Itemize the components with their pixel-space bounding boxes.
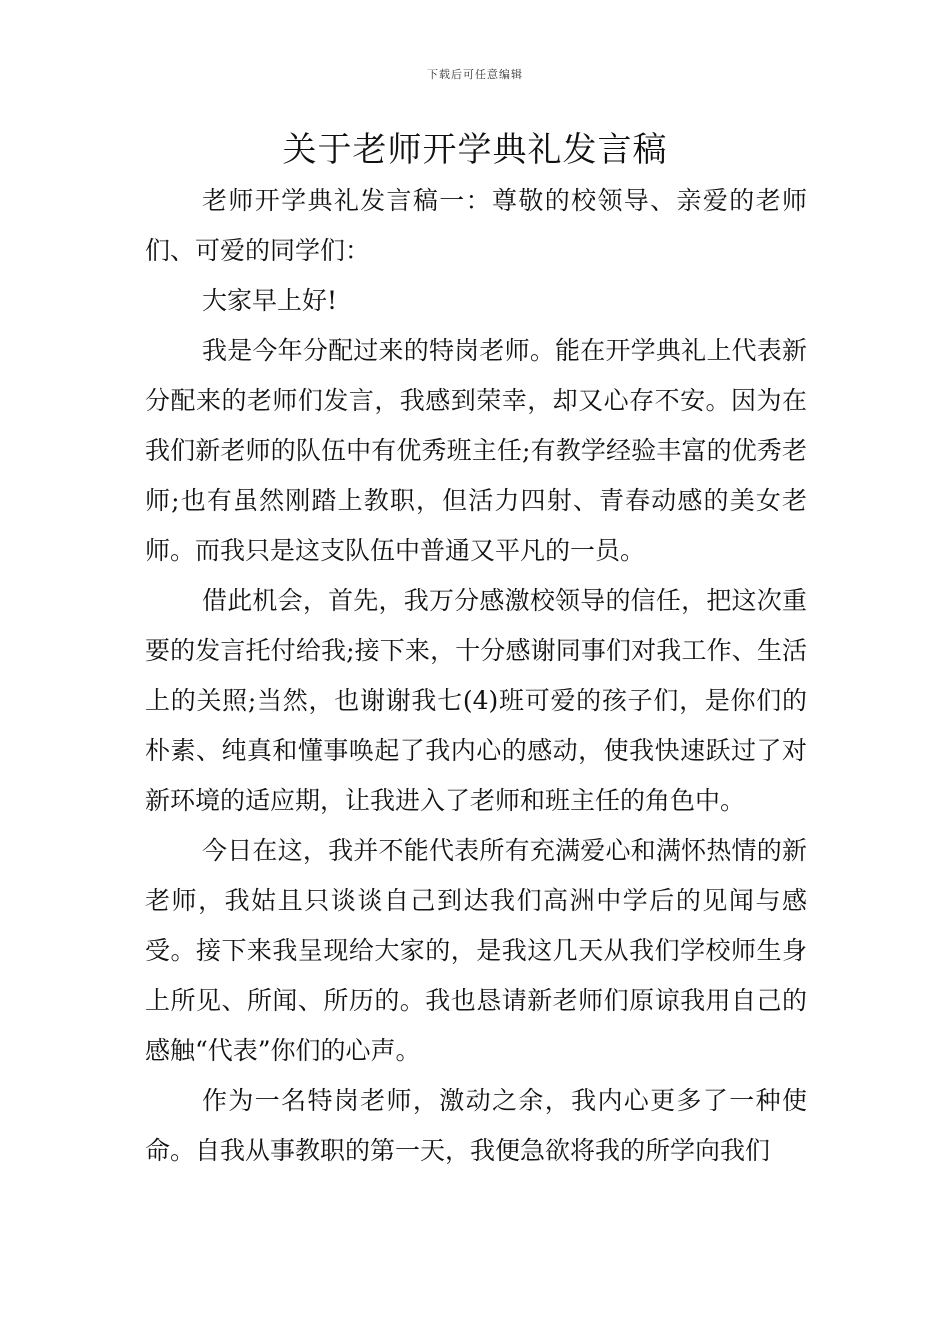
paragraph: 今日在这，我并不能代表所有充满爱心和满怀热情的新老师，我姑且只谈谈自己到达我们高洲中学后的见闻与感受。接下来我呈现给大家的，是我这几天从我们学校师生身上所见、所闻、所历的。我也恳请新老师们原谅我用自己的感触“代表”你们的心声。 [145,836,807,1065]
paragraph: 借此机会，首先，我万分感激校领导的信任，把这次重要的发言托付给我;接下来，十分感谢同事们对我工作、生活上的关照;当然，也谢谢我七(4)班可爱的孩子们，是你们的朴素、纯真和懂事唤起了我内心的感动，使我快速跃过了对新环境的适应期，让我进入了老师和班主任的角色中。 [145,586,807,815]
paragraph: 大家早上好! [202,286,338,315]
header-note: 下载后可任意编辑 [427,68,523,81]
document-title: 关于老师开学典礼发言稿 [282,130,668,170]
paragraph: 我是今年分配过来的特岗老师。能在开学典礼上代表新分配来的老师们发言，我感到荣幸，却又心存不安。因为在我们新老师的队伍中有优秀班主任;有教学经验丰富的优秀老师;也有虽然刚踏上教职，但活力四射、青春动感的美女老师。而我只是这支队伍中普通又平凡的一员。 [145,336,807,565]
paragraph: 老师开学典礼发言稿一：尊敬的校领导、亲爱的老师们、可爱的同学们： [145,186,807,265]
paragraph: 作为一名特岗老师，激动之余，我内心更多了一种使命。自我从事教职的第一天，我便急欲将我的所学向我们 [145,1086,807,1165]
document-body [145,176,807,1176]
